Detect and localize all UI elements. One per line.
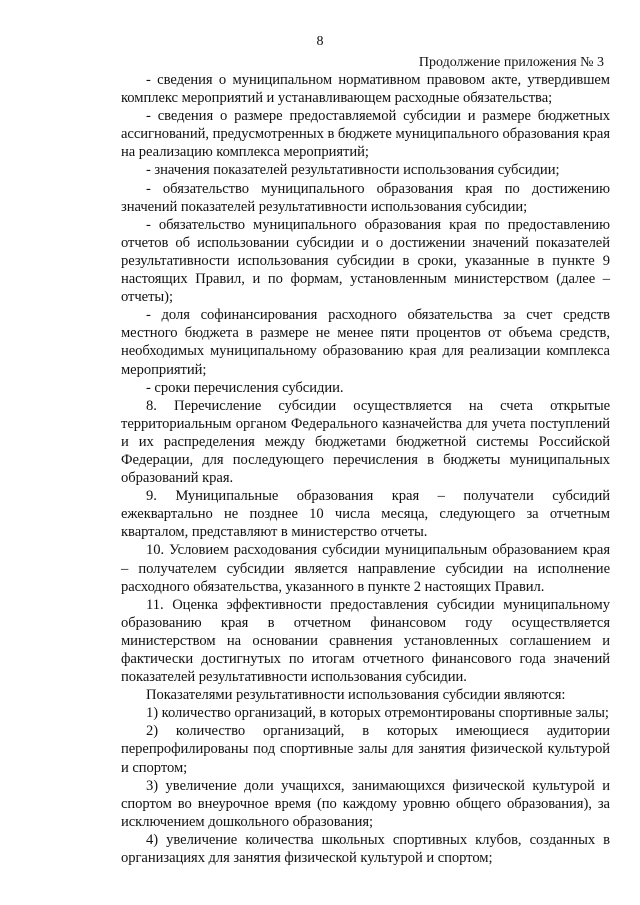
paragraph: Показателями результативности использования субсидии являются: [146, 687, 566, 704]
paragraph: 2) количество организаций, в которых имеющиеся аудитории перепрофилированы под спортивные залы для занятия физической культурой и спортом; [121, 723, 610, 776]
paragraph: - сведения о муниципальном нормативном правовом акте, утвердившем комплекс мероприятий и устанавливающем расходные обязательства; [121, 72, 610, 107]
paragraph: 10. Условием расходования субсидии муниципальным образованием края – получателем субсидии является направление субсидии на исполнение расходного обязательства, указанного в пункте 2 настоящих Правил. [121, 542, 610, 595]
paragraph: 9. Муниципальные образования края – получатели субсидий ежеквартально не позднее 10 числа месяца, следующего за отчетным кварталом, представляют в министерство отчеты. [121, 488, 610, 541]
paragraph: - обязательство муниципального образования края по достижению значений показателей результативности использования субсидии; [121, 180, 610, 215]
appendix-continuation-header: Продолжение приложения № 3 [418, 55, 604, 70]
paragraph: - сведения о размере предоставляемой субсидии и размере бюджетных ассигнований, предусмотренных в бюджете муниципального образования края на реализацию комплекса мероприятий; [121, 108, 610, 161]
paragraph: 1) количество организаций, в которых отремонтированы спортивные залы; [146, 705, 609, 722]
paragraph: - значения показателей результативности использования субсидии; [146, 162, 560, 179]
page-number: 8 [316, 34, 324, 49]
paragraph: 4) увеличение количества школьных спортивных клубов, созданных в организациях для занятия физической культурой и спортом; [121, 831, 610, 867]
paragraph: - сроки перечисления субсидии. [146, 379, 344, 396]
document-body [121, 71, 610, 867]
paragraph: - доля софинансирования расходного обязательства за счет средств местного бюджета в размере не менее пяти процентов от объема средств, необходимых муниципальному образованию края для реализации комплекса мероприятий; [121, 307, 610, 378]
paragraph: 8. Перечисление субсидии осуществляется на счета открытые территориальным органом Федерального казначейства для учета поступлений и их распределения между бюджетами бюджетной системы Российской Федерации, для последующего перечисления в бюджеты муниципальных образований края. [121, 397, 610, 487]
paragraph: 3) увеличение доли учащихся, занимающихся физической культурой и спортом во внеурочное время (по каждому уровню общего образования), за исключением дошкольного образования; [121, 777, 610, 830]
paragraph: - обязательство муниципального образования края по предоставлению отчетов об использовании субсидии и о достижении значений показателей результативности использования субсидии в сроки, указанные в пункте 9 настоящих Правил, и по формам, установленным министерством (далее – отчеты); [121, 216, 610, 306]
paragraph: 11. Оценка эффективности предоставления субсидии муниципальному образованию края в отчетном финансовом году осуществляется министерством на основании сравнения установленных соглашением и фактически достигнутых по итогам отчетного финансового года значений показателей результативности использования субсидии. [121, 596, 610, 686]
